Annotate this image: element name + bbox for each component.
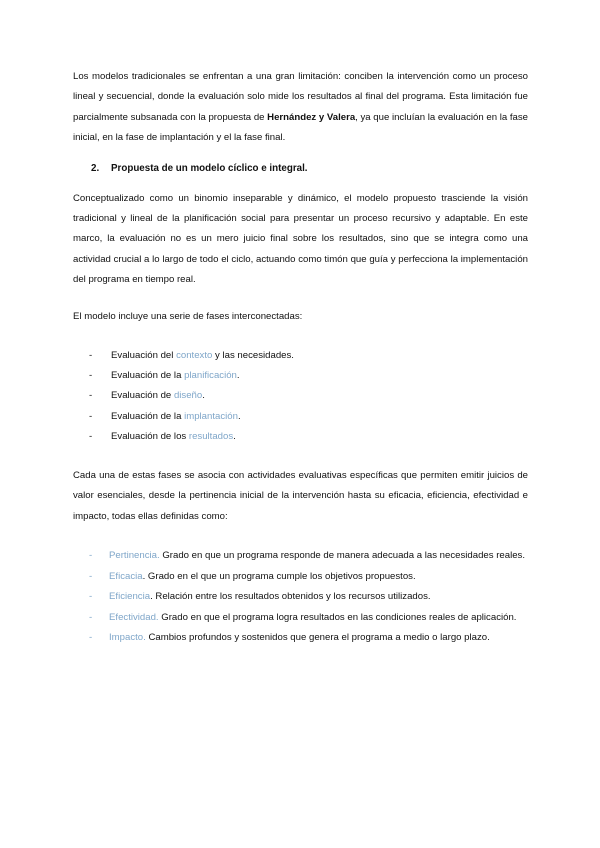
definition-term: Efectividad. [109, 611, 159, 623]
phase-text: y las necesidades. [212, 350, 294, 362]
list-item [73, 346, 528, 366]
definition-text: Grado en que el programa logra resultados en las condiciones reales de aplicación. [158, 611, 517, 623]
list-dash: - [89, 390, 93, 402]
phase-text: . [237, 410, 241, 422]
paragraph-intro-text-b: , ya que incluían la evaluación en la fase inicial, en la fase de implantación y el la fase final. [73, 111, 528, 144]
definition-text: . Relación entre los resultados obtenidos y los recursos utilizados. [150, 591, 431, 603]
list-dash: - [89, 430, 93, 442]
list-item [73, 407, 528, 427]
list-item [73, 386, 528, 406]
list-item [73, 427, 528, 447]
list-dash: - [89, 591, 93, 603]
definition-text: . Grado en el que un programa cumple los objetivos propuestos. [142, 570, 416, 582]
section-number: 2. [91, 162, 100, 174]
list-item [73, 366, 528, 386]
definition-text: Grado en que un programa responde de manera adecuada a las necesidades reales. [159, 550, 526, 562]
paragraph-activities: Cada una de estas fases se asocia con actividades evaluativas específicas que permiten emitir juicios de valor esenciales, desde la pertinencia inicial de la intervención hasta su eficacia, eficiencia, efectividad e impacto, todas ellas definidas como: [73, 470, 528, 522]
list-item [73, 628, 528, 648]
paragraph-intro [73, 67, 528, 149]
phase-text: Evaluación de [111, 390, 174, 402]
phase-term: contexto [176, 350, 213, 362]
phase-text: Evaluación del [111, 350, 177, 362]
list-dash: - [89, 570, 93, 582]
paragraph-model: Conceptualizado como un binomio inseparable y dinámico, el modelo propuesto trasciende la visión tradicional y lineal de la planificación social para presentar un proceso recursivo y adaptable. En este marco, la evaluación no es un mero juicio final sobre los resultados, sino que se integra como una actividad crucial a lo largo de todo el ciclo, actuando como timón que guía y perfecciona la implementación del programa en tiempo real. [73, 192, 528, 286]
paragraph-phases-intro: El modelo incluye una serie de fases interconectadas: [73, 310, 303, 322]
list-item [73, 567, 528, 587]
phase-text: Evaluación de los [111, 430, 189, 442]
phase-term: planificación [184, 370, 237, 382]
definition-term: Pertinencia. [109, 550, 160, 562]
list-dash: - [89, 410, 93, 422]
phase-text: Evaluación de la [111, 370, 185, 382]
definition-term: Eficacia [109, 570, 143, 582]
section-title: Propuesta de un modelo cíclico e integral. [111, 162, 308, 174]
phase-term: resultados [188, 430, 234, 442]
phase-text: . [236, 370, 240, 382]
list-item [73, 608, 528, 628]
section-heading [73, 159, 528, 179]
definition-term: Eficiencia [109, 591, 151, 603]
phase-text: Evaluación de la [111, 410, 185, 422]
list-dash: - [89, 370, 93, 382]
paragraph-intro-text-a: Los modelos tradicionales se enfrentan a una gran limitación: conciben la intervención como un proceso lineal y secuencial, donde la evaluación solo mide los resultados al final del programa. Esta limitación fue parcialmente subsanada con la propuesta de [73, 71, 528, 123]
phase-term: implantación [184, 410, 238, 422]
phases-list [73, 346, 528, 447]
authors-bold: Hernández y Valera [267, 111, 356, 123]
definitions-list [73, 546, 528, 648]
definition-text: Cambios profundos y sostenidos que genera el programa a medio o largo plazo. [145, 631, 490, 643]
phase-text: . [233, 430, 236, 442]
list-item [73, 546, 528, 566]
document-page [73, 67, 528, 648]
phase-term: diseño [173, 390, 203, 402]
list-dash: - [89, 611, 93, 623]
definition-term: Impacto. [109, 631, 146, 643]
phase-text: . [202, 390, 205, 402]
list-dash: - [89, 350, 93, 362]
list-item [73, 587, 528, 607]
list-dash: - [89, 631, 93, 643]
list-dash: - [89, 550, 93, 562]
